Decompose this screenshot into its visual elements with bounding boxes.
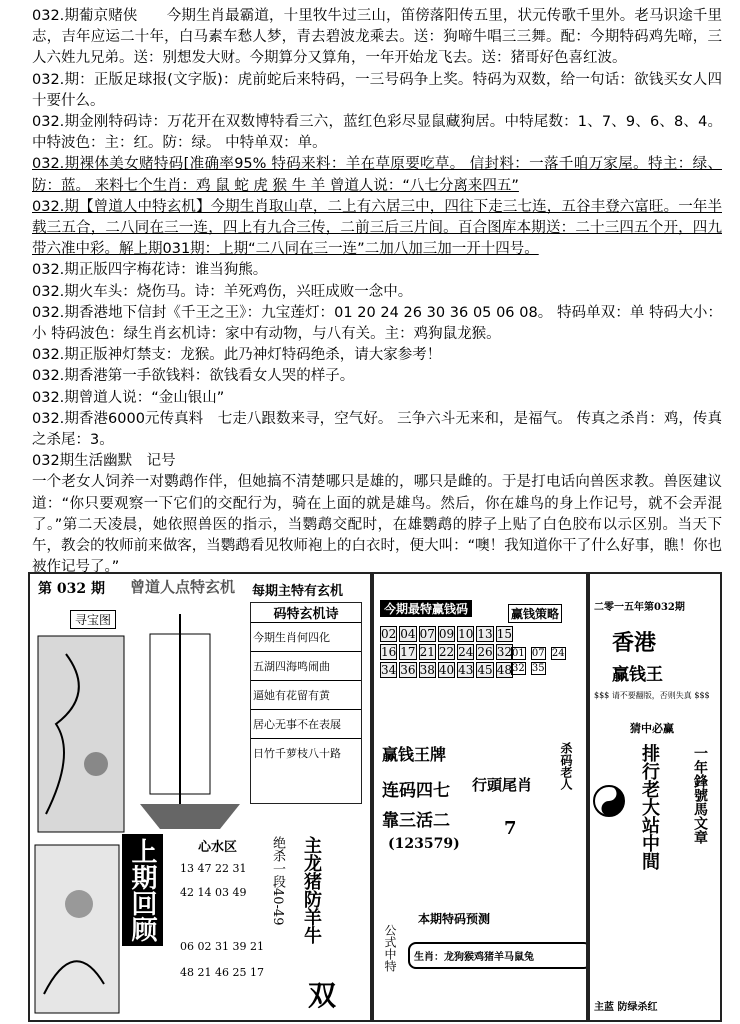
- number-cell: 21: [419, 645, 435, 659]
- panel-numbers: [372, 572, 588, 1022]
- row-label: 行頭尾肖: [472, 776, 533, 794]
- image-panels: [28, 572, 718, 1018]
- number-cell: 36: [400, 663, 416, 677]
- paragraph: 032.期正版神灯禁支：龙猴。此乃神灯特码绝杀，请大家参考！: [32, 347, 442, 364]
- king-line: 连码四七: [382, 781, 450, 801]
- formula-label: 公式中特: [383, 924, 397, 972]
- number-cell: 15: [496, 627, 512, 641]
- king-title: 赢钱王牌: [382, 745, 447, 764]
- panel-hk-winner: [588, 572, 722, 1022]
- number-cell: 22: [438, 645, 455, 659]
- number-cell: 43: [458, 663, 474, 677]
- must-win: 猜中必赢: [630, 722, 674, 735]
- number-cell: 45: [477, 663, 493, 677]
- zone-numbers: 13 47 22 31: [180, 862, 247, 875]
- poem-line: 居心无事不在表展: [251, 710, 361, 739]
- paragraph: 032.期香港第一手欲钱料：欲钱看女人哭的样子。: [32, 368, 355, 385]
- top-title: 今期最特赢钱码: [380, 600, 472, 617]
- poem-line: 今期生肖何四化: [251, 623, 361, 652]
- number-cell: 07: [419, 627, 435, 641]
- winner-title: 赢钱王: [612, 665, 663, 685]
- paragraph: 032.期：正版足球报(文字版)：虎前蛇后来特码，一三号码争上奖。特码为双数，给一句话：欲钱买女人四十要什么。: [32, 71, 722, 109]
- number-cell: 04: [400, 627, 416, 641]
- joke-body: 一个老女人饲养一对鹦鹉作伴，但她搞不清楚哪只是雄的，哪只是雌的。于是打电话向兽医求教。兽医建议道：“你只要观察一下它们的交配行为，骑在上面的就是雄鸟。然后，你在雄鸟的身上作记号，就不会弄混了。”第二天凌晨，她依照兽医的指示，当鹦鹉交配时，在雄鹦鹉的脖子上贴了白色胶布以示区别。当天下午，教会的牧师前来做客，当鹦鹉看见牧师袍上的白衣时，便大叫：“噢！我知道你干了什么好事，瞧！你也被作记号了。”: [32, 474, 722, 576]
- strategy-number: 07: [531, 648, 545, 659]
- number-cell: 13: [477, 627, 493, 641]
- number-grid: [380, 626, 512, 678]
- zone-numbers: 42 14 03 49: [180, 886, 247, 899]
- paragraph: 032.期正版四字梅花诗：谁当狗熊。: [32, 262, 268, 279]
- number-cell: 09: [438, 627, 455, 641]
- number-cell: 26: [477, 645, 493, 659]
- number-cell: 24: [458, 645, 474, 659]
- paragraph: 032.期金刚特码诗：万花开在双数博特看三六，蓝红色彩尽显鼠藏狗居。中特尾数：1、7、9、6、8、4。 中特波色：主：红。防：绿。 中特单双：单。: [32, 114, 722, 152]
- header-title: 曾道人点特玄机: [130, 578, 236, 596]
- poem-line: 日竹千萝枝八十路: [253, 747, 341, 760]
- year-label: 一年鋒號馬文章: [692, 746, 708, 844]
- bottom-label: 主蓝 防绿杀红: [594, 1002, 658, 1013]
- number-cell: 16: [381, 645, 397, 659]
- slogan: $$$ 请不要翻版，否则失真 $$$: [594, 691, 710, 700]
- number-cell: 32: [496, 645, 512, 659]
- main-zodiac: 主龙猪防羊牛: [301, 836, 322, 944]
- ship-illustration: [130, 604, 250, 834]
- forecast-title: 本期特码预测: [418, 912, 491, 926]
- panel-zengdaoren: [28, 572, 372, 1022]
- strategy-number: 24: [551, 648, 565, 659]
- poem-box: [250, 602, 362, 804]
- row-number: 7: [504, 818, 517, 839]
- paragraph: 032.期曾道人说：“金山银山”: [32, 389, 225, 406]
- strategy-number: 32: [512, 663, 525, 674]
- number-cell: 10: [458, 627, 474, 641]
- paragraph: 032.期葡京赌侠 今期生肖最霸道，十里牧牛过三山，笛傍落阳传五里，状元传歌千里外。老马识途千里志，吉年应运二十年，白马素车愁人梦，青去碧波龙乘去。送：狗啼牛唱三三舞。配：今期特码鸡先啼，三人六姓九兄弟。送：别想发大财。今期算分又算角，一年开始龙飞去。送：猪哥好色喜红波。: [32, 8, 722, 67]
- zodiac-forecast: 生肖：龙狗猴鸡猪羊马鼠兔: [408, 942, 588, 969]
- strategy-number: 01: [512, 648, 525, 659]
- header-subtitle: 每期主特有玄机: [252, 584, 344, 599]
- rider-illustration: [34, 844, 120, 1014]
- paragraph: 032.期香港6000元传真料 七走八跟数来寻，空气好。 三争六斗无来和，是福气。 传真之杀肖：鸡，传真之杀尾：3。: [32, 410, 722, 449]
- double-char: 双: [308, 979, 337, 1012]
- strategy-numbers: [510, 646, 580, 676]
- number-cell: 02: [381, 627, 397, 641]
- paragraph: 032.期香港地下信封《千王之王》：九宝莲灯：01 20 24 26 30 36 05 06 08。 特码单双：单 特码大小：小 特码波色：绿生肖玄机诗：家中有动物，与八有关。主：鸡狗鼠龙猴。: [32, 304, 722, 343]
- zone-numbers: 48 21 46 25 17: [180, 966, 264, 979]
- treasure-tag: 寻宝图: [70, 610, 116, 629]
- kill-segment: 绝杀一段40-49: [270, 836, 285, 926]
- king-code: (123579): [388, 836, 460, 852]
- number-cell: 17: [400, 645, 416, 659]
- paragraph-underlined: 032.期裸体美女赌特码[准确率95% 特码来料：羊在草原要吃草。 信封料：一落千咱万家屋。特主：绿、防：蓝。 来料七个生肖：鸡 鼠 蛇 虎 猴 牛 羊 曾道人说：“八七分离来四五”: [32, 156, 722, 194]
- yin-yang-icon: [592, 784, 626, 818]
- treasure-map-illustration: [36, 634, 126, 834]
- strategy-title: 赢钱策略: [508, 604, 562, 623]
- text-content: [32, 6, 722, 578]
- king-line: 靠三活二: [382, 811, 450, 831]
- ranking-label: 排行老大站中間: [639, 744, 660, 870]
- strategy-number: 35: [531, 663, 545, 674]
- joke-title: 032期生活幽默 记号: [32, 453, 176, 470]
- issue-date: 二零一五年第032期: [594, 602, 685, 613]
- number-cell: 34: [381, 663, 397, 677]
- number-cell: 48: [496, 663, 512, 677]
- paragraph: 032.期火车头：烧伤马。诗：羊死鸡伤，兴旺成败一念中。: [32, 283, 413, 300]
- number-cell: 40: [438, 663, 455, 677]
- poem-line: 逼她有花留有黄: [251, 681, 361, 710]
- number-cell: 38: [419, 663, 435, 677]
- hk-title: 香港: [612, 630, 657, 656]
- side-label: 杀码老人: [559, 742, 573, 790]
- poem-box-title: 码特玄机诗: [251, 603, 361, 623]
- issue-label: 第 032 期: [38, 581, 105, 597]
- zone-numbers: 06 02 31 39 21: [180, 940, 264, 953]
- zone-title: 心水区: [198, 840, 238, 855]
- poem-line: 五湖四海鸣闹曲: [251, 652, 361, 681]
- paragraph-underlined: 032.期【曾道人中特玄机】今期生肖取山草，二上有六居三中，四往下走三七连，五谷丰登六富旺。一年半载三五合，二八同在三一连，四上有九合三传，二前三后三片间。百合图库本期送：二十三四五个开，四九带六准中彩。解上期031期：上期“二八同在三一连”二加八加三加一开十四号。: [32, 198, 722, 258]
- last-review-label: 上期回顾: [122, 834, 163, 946]
